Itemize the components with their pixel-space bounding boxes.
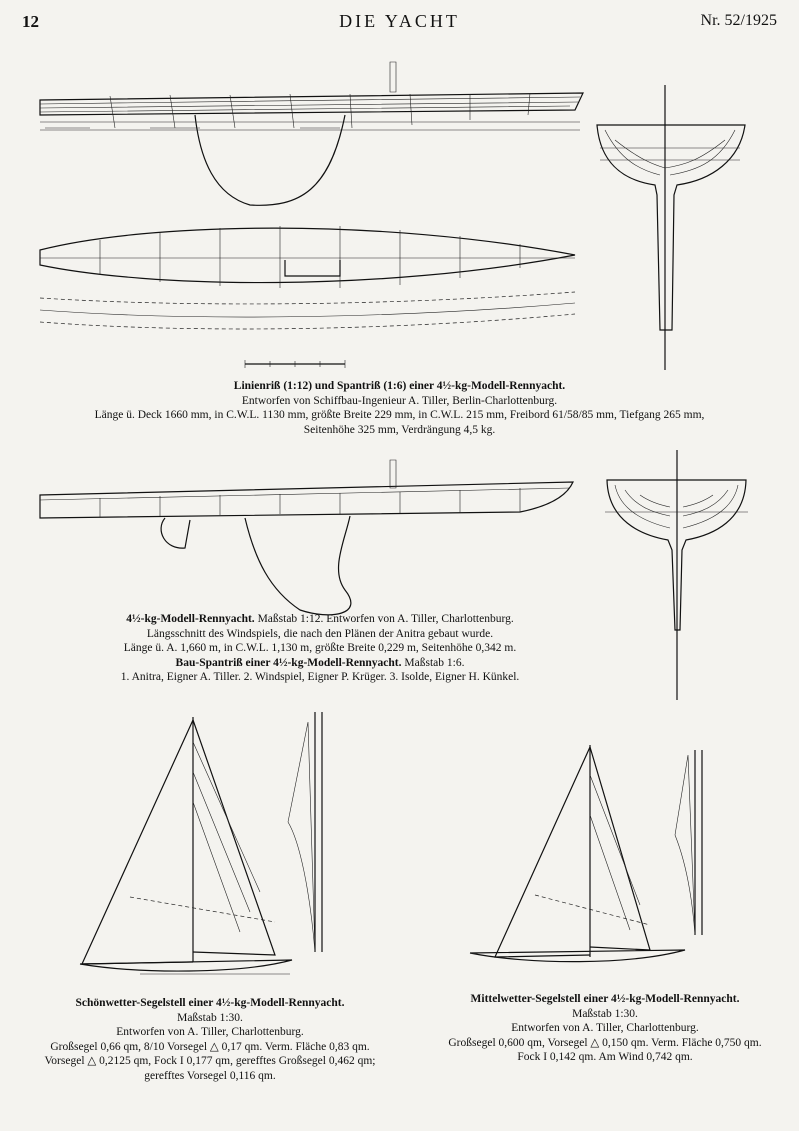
figure4-caption-line3: Entworfen von A. Tiller, Charlottenburg.: [511, 1022, 699, 1034]
figure2-caption-line4-bold: Bau-Spantriß einer 4½-kg-Modell-Rennyacht.: [175, 656, 402, 669]
figure2-caption-line3: Länge ü. A. 1,660 m, in C.W.L. 1,130 m, größte Breite 0,229 m, Seitenhöhe 0,342 m.: [123, 642, 517, 654]
figure3-caption-line3: Entworfen von A. Tiller, Charlottenburg.: [116, 1026, 304, 1038]
figure2-caption-title: 4½-kg-Modell-Rennyacht.: [126, 613, 255, 625]
figure3-caption: [20, 996, 400, 1083]
issue-number: Nr. 52/1925: [700, 12, 777, 29]
figure2-caption-title-rest: Maßstab 1:12. Entworfen von A. Tiller, Charlottenburg.: [254, 613, 514, 625]
figure3-caption-line4: Großsegel 0,66 qm, 8/10 Vorsegel △ 0,17 qm. Verm. Fläche 0,83 qm.: [50, 1040, 370, 1053]
figure1-caption-line4: Seitenhöhe 325 mm, Verdrängung 4,5 kg.: [303, 423, 496, 436]
figure1-caption-line3: Länge ü. Deck 1660 mm, in C.W.L. 1130 mm, größte Breite 229 mm, in C.W.L. 215 mm, Freibord 61/58/85 mm, Tiefgang 265 mm,: [94, 409, 705, 421]
figure4-caption-line4: Großsegel 0,600 qm, Vorsegel △ 0,150 qm. Verm. Fläche 0,750 qm.: [448, 1036, 762, 1049]
page-number: 12: [22, 12, 39, 31]
figure4-caption-title: Mittelwetter-Segelstell einer 4½-kg-Modell-Rennyacht.: [470, 993, 740, 1005]
figure1-caption-line2: Entworfen von Schiffbau-Ingenieur A. Tiller, Berlin-Charlottenburg.: [241, 394, 558, 407]
figure2-caption-line5: 1. Anitra, Eigner A. Tiller. 2. Windspiel, Eigner P. Krüger. 3. Isolde, Eigner H. Künkel.: [120, 671, 520, 683]
lines-plan-drawing: [0, 0, 799, 380]
figure4-caption-line5: Fock I 0,142 qm. Am Wind 0,742 qm.: [517, 1051, 693, 1063]
fair-weather-sail-plan: [60, 712, 400, 992]
figure3-caption-line6: gerefftes Vorsegel 0,116 qm.: [144, 1069, 276, 1082]
figure3-caption-title: Schönwetter-Segelstell einer 4½-kg-Modell-Rennyacht.: [75, 997, 345, 1009]
figure1-caption: [0, 379, 799, 437]
figure4-caption: [415, 992, 795, 1065]
journal-title: DIE YACHT: [339, 11, 460, 31]
figure3-caption-line5: Vorsegel △ 0,2125 qm, Fock I 0,177 qm, gerefftes Großsegel 0,462 qm;: [44, 1055, 376, 1067]
figure2-caption-line4-rest: Maßstab 1:6.: [401, 656, 465, 669]
medium-weather-sail-plan: [460, 735, 790, 975]
figure4-caption-line2: Maßstab 1:30.: [572, 1007, 638, 1020]
figure1-caption-title: Linienriß (1:12) und Spantriß (1:6) einer 4½-kg-Modell-Rennyacht.: [233, 380, 566, 392]
figure3-caption-line2: Maßstab 1:30.: [177, 1011, 243, 1024]
figure2-caption: [0, 612, 640, 685]
figure2-caption-line2: Längsschnitt des Windspiels, die nach den Plänen der Anitra gebaut wurde.: [146, 627, 494, 640]
